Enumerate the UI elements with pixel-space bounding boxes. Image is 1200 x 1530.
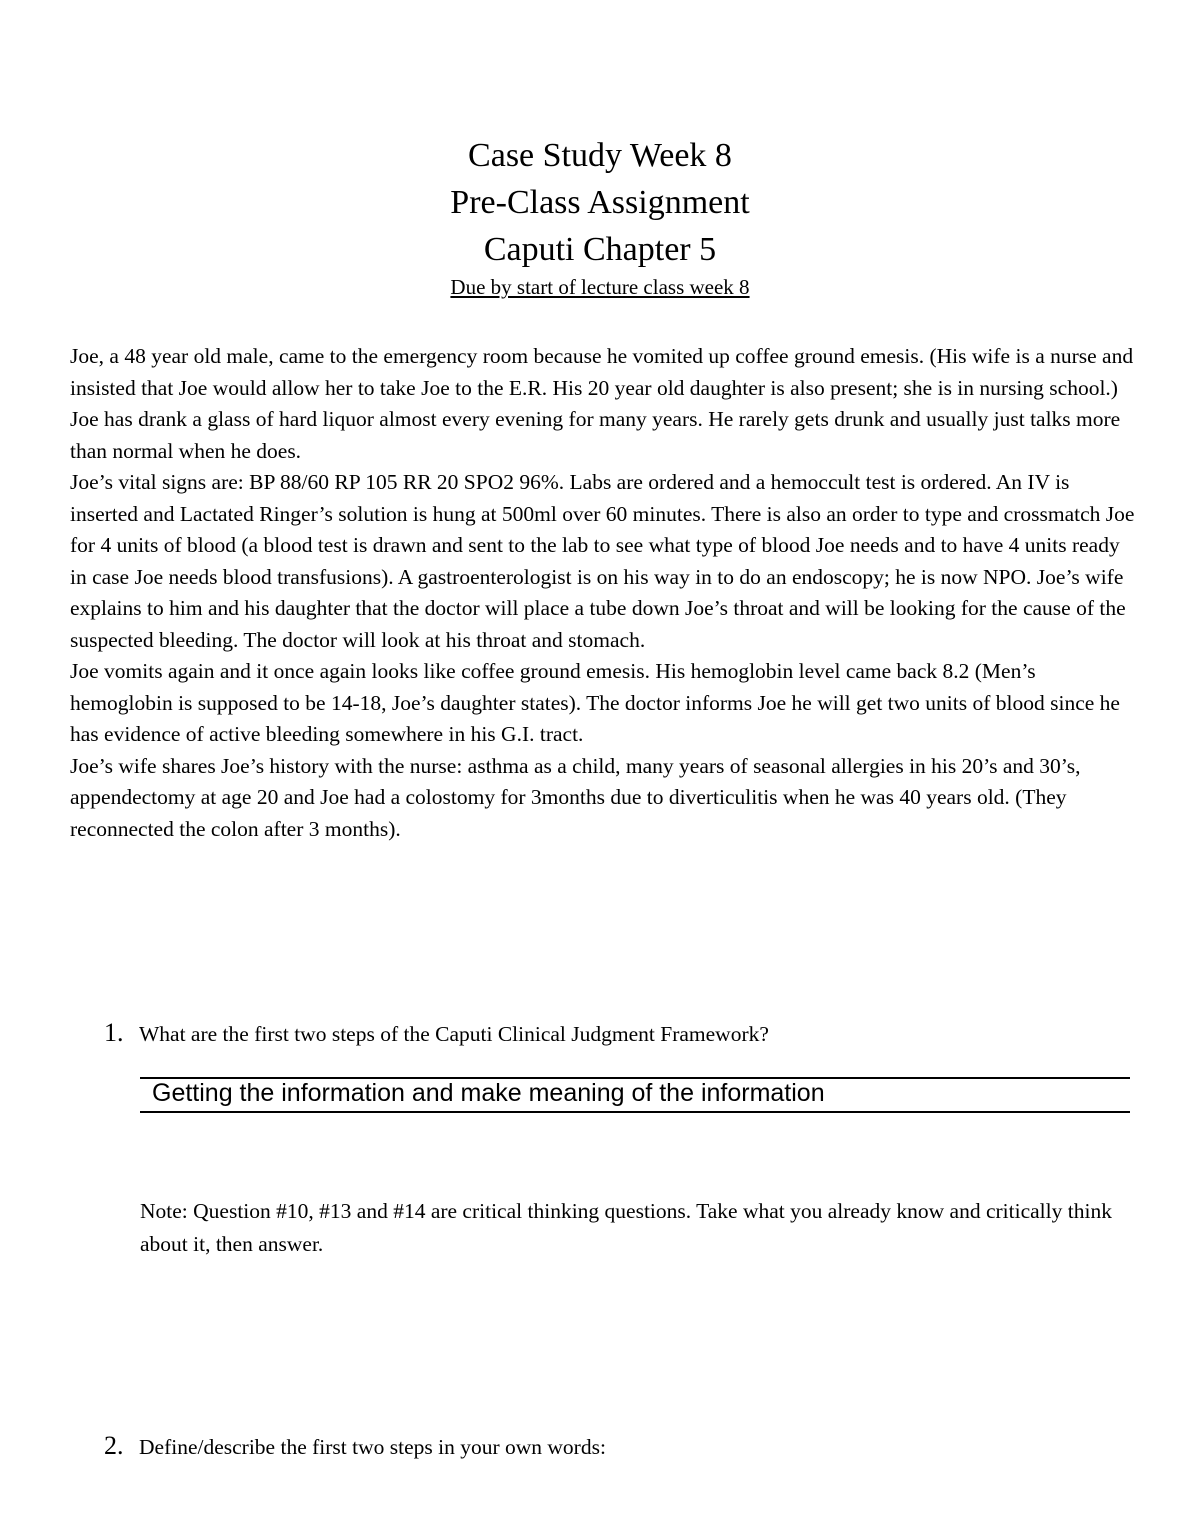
case-paragraph-intro: Joe, a 48 year old male, came to the emergency room because he vomited up coffee ground emesis. (His wife is a nurse and insisted that Joe would allow her to take Joe to the E.R. His 20 year old daughter is also present; she is in nursing school.) Joe has drank a glass of hard liquor almost every evening for many years. He rarely gets drunk and usually just talks more than normal when he does. — [70, 344, 1134, 463]
due-date-line: Due by start of lecture class week 8 — [450, 275, 750, 299]
title-chapter: Caputi Chapter 5 — [483, 231, 717, 268]
question-text: Define/describe the first two steps in your own words: — [139, 1435, 606, 1459]
case-narrative — [70, 341, 1140, 845]
question-number: 2. — [104, 1431, 124, 1460]
case-paragraph-vitals: Joe’s vital signs are: BP 88/60 RP 105 RR 20 SPO2 96%. Labs are ordered and a hemoccult test is ordered. An IV is inserted and Lactated Ringer’s solution is hung at 500ml over 60 minutes. There is also an order to type and crossmatch Joe for 4 units of blood (a blood test is drawn and sent to the lab to see what type of blood Joe needs and to have 4 units ready in case Joe needs blood transfusions). A gastroenterologist is on his way in to do an endoscopy; he is now NPO. Joe’s wife explains to him and his daughter that the doctor will place a tube down Joe’s throat and will be looking for the cause of the suspected bleeding. The doctor will look at his throat and stomach. — [70, 470, 1135, 652]
question-2 — [104, 1431, 1144, 1462]
title-block — [0, 132, 1200, 300]
question-1 — [104, 1018, 1144, 1049]
question-text: What are the first two steps of the Caputi Clinical Judgment Framework? — [139, 1022, 769, 1046]
critical-thinking-note: Note: Question #10, #13 and #14 are critical thinking questions. Take what you already know and critically think about it, then answer. — [140, 1199, 1112, 1256]
answer-field-1[interactable] — [140, 1077, 1130, 1113]
title-case-study: Case Study Week 8 — [468, 137, 732, 174]
case-paragraph-history: Joe’s wife shares Joe’s history with the nurse: asthma as a child, many years of seasonal allergies in his 20’s and 30’s, appendectomy at age 20 and Joe had a colostomy for 3months due to diverticulitis when he was 40 years old. (They reconnected the colon after 3 months). — [70, 753, 1081, 841]
question-number: 1. — [104, 1018, 124, 1047]
case-paragraph-vomiting: Joe vomits again and it once again looks like coffee ground emesis. His hemoglobin level came back 8.2 (Men’s hemoglobin is supposed to be 14-18, Joe’s daughter states). The doctor informs Joe he will get two units of blood since he has evidence of active bleeding somewhere in his G.I. tract. — [70, 659, 1120, 746]
answer-text-1: Getting the information and make meaning of the information — [152, 1079, 825, 1107]
title-pre-class: Pre-Class Assignment — [450, 184, 750, 221]
